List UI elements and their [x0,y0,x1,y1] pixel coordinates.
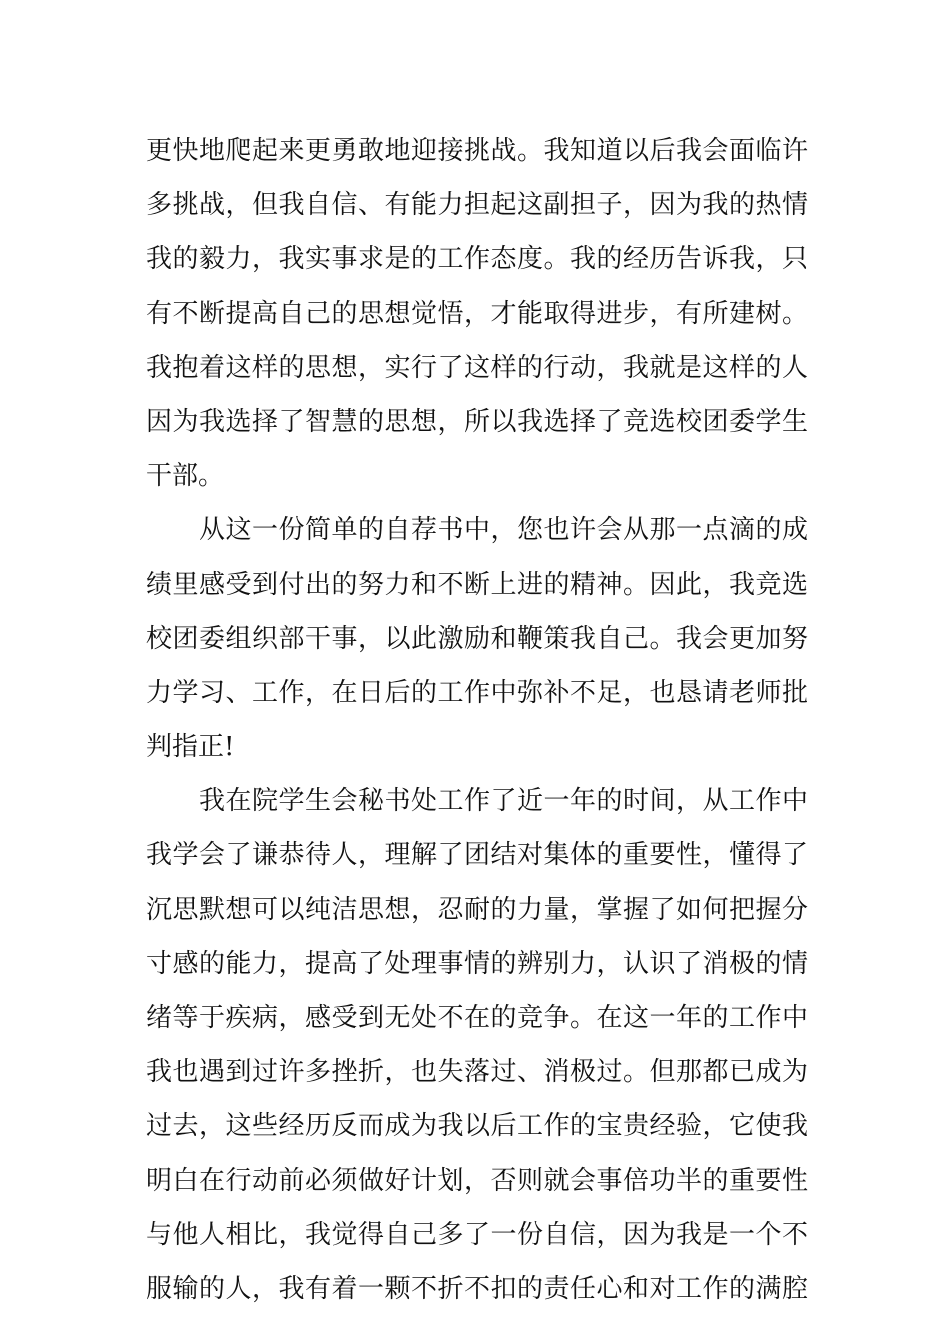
text-line: 因为我选择了智慧的思想，所以我选择了竞选校团委学生 [146,406,808,437]
text-line: 干部。 [146,461,225,492]
text-line: 有不断提高自己的思想觉悟，才能取得进步，有所建树。 [146,298,808,329]
text-line: 寸感的能力，提高了处理事情的辨别力，认识了消极的情 [146,948,808,979]
text-line: 校团委组织部干事，以此激励和鞭策我自己。我会更加努 [146,623,808,654]
text-line: 多挑战，但我自信、有能力担起这副担子，因为我的热情 [146,190,808,221]
text-line: 过去，这些经历反而成为我以后工作的宝贵经验，它使我 [146,1111,808,1142]
text-line: 我的毅力，我实事求是的工作态度。我的经历告诉我，只 [146,244,808,275]
body-text [146,124,808,1316]
paragraph-first-line: 我在院学生会秘书处工作了近一年的时间，从工作中 [199,786,808,817]
text-line: 明白在行动前必须做好计划，否则就会事倍功半的重要性 [146,1165,808,1196]
text-line: 绪等于疾病，感受到无处不在的竞争。在这一年的工作中 [146,1003,808,1033]
paragraph-first-line: 从这一份简单的自荐书中，您也许会从那一点滴的成 [199,515,808,546]
text-line: 与他人相比，我觉得自己多了一份自信，因为我是一个不 [146,1219,808,1250]
text-line: 服输的人，我有着一颗不折不扣的责任心和对工作的满腔 [146,1273,808,1304]
text-line: 更快地爬起来更勇敢地迎接挑战。我知道以后我会面临许 [146,136,808,166]
text-line: 沉思默想可以纯洁思想，忍耐的力量，掌握了如何把握分 [146,894,808,925]
text-line: 绩里感受到付出的努力和不断上进的精神。因此，我竞选 [146,569,808,600]
text-line: 我学会了谦恭待人，理解了团结对集体的重要性，懂得了 [146,840,808,871]
text-line: 力学习、工作，在日后的工作中弥补不足，也恳请老师批 [146,677,808,708]
text-line: 判指正! [146,732,235,763]
text-line: 我抱着这样的思想，实行了这样的行动，我就是这样的人 [146,352,808,383]
text-line: 我也遇到过许多挫折，也失落过、消极过。但那都已成为 [146,1057,808,1088]
